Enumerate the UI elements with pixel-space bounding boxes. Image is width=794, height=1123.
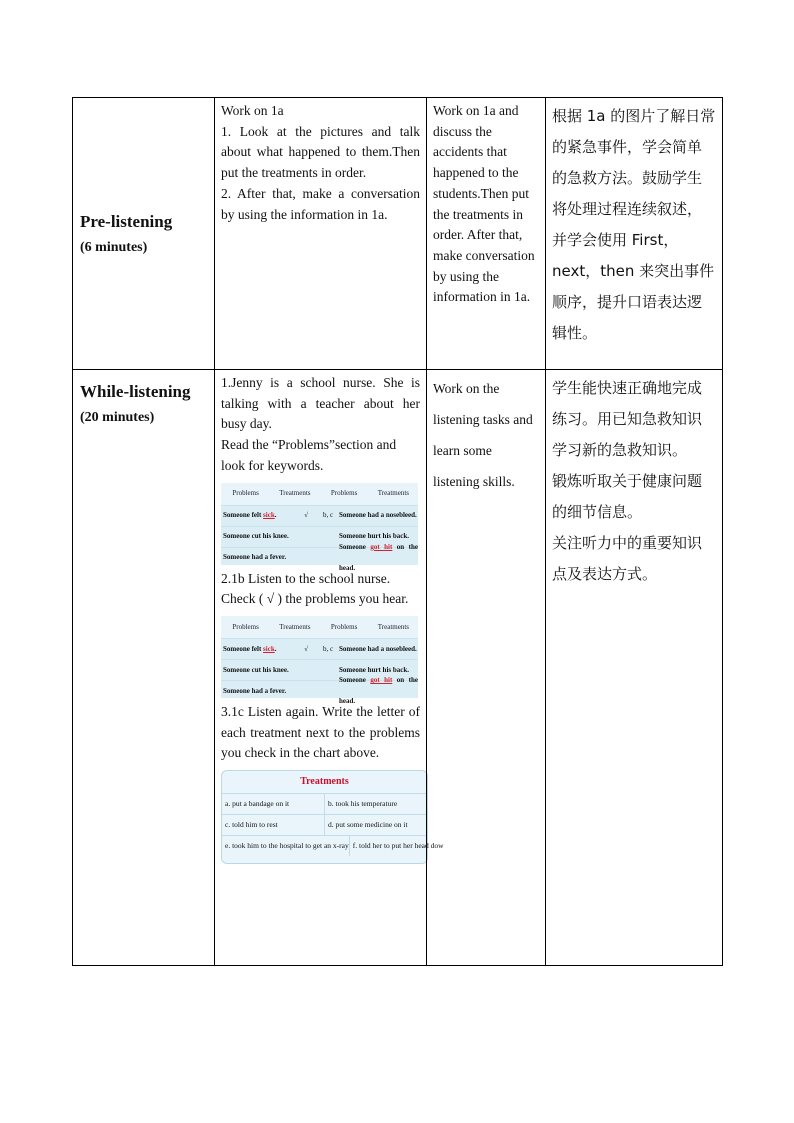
- check-mark: √: [304, 644, 308, 653]
- check-mark: √: [304, 511, 308, 520]
- teacher-line: 3.1c Listen again. Write the letter of each treatment next to the problems you check in the chart above.: [221, 703, 420, 761]
- teacher-line: 1.Jenny is a school nurse. She is talking with a teacher about her busy day.: [221, 375, 420, 432]
- teacher-line: Work on 1a: [221, 103, 284, 118]
- purpose-text: 锻炼听取关于健康问题的细节信息。: [552, 472, 703, 521]
- chart-header: [221, 616, 418, 639]
- purpose-text: 根据 1a 的图片了解日常的紧急事件，学会简单的急救方法。鼓励学生将处理过程连续叙述，并学会使用 First，next，then 来突出事件顺序，提升口语表达逻辑性。: [552, 107, 716, 342]
- treatments-chart-image: [221, 770, 444, 864]
- stage-name: Pre-listening: [80, 211, 173, 231]
- chart-header-cell: Treatments: [279, 622, 311, 631]
- purpose-cell: [546, 98, 723, 370]
- chart-header-cell: Problems: [232, 622, 259, 631]
- chart-header: [221, 483, 418, 506]
- chart-header-cell: Problems: [330, 622, 358, 631]
- chart-row: Someone cut his knee. Someone hurt his back.: [221, 527, 418, 548]
- student-activity-cell: [427, 98, 546, 370]
- student-text: Work on 1a and discuss the accidents that happened to the students.Then put the treatments in order. After that, make conversation by using the information in 1a.: [433, 103, 535, 305]
- treatment-letters: b, c: [322, 644, 334, 653]
- treatment-letters: b, c: [322, 511, 334, 520]
- teacher-line: 2. After that, make a conversation by using the information in 1a.: [221, 185, 420, 222]
- stage-cell: [73, 370, 215, 966]
- chart-row: Someone cut his knee. Someone hurt his back.: [221, 660, 418, 681]
- stage-cell: [73, 98, 215, 370]
- chart-header-cell: Treatments: [279, 489, 311, 498]
- treatments-row: c. told him to rest d. put some medicine on it: [222, 814, 427, 835]
- student-text: Work on the listening tasks and learn some listening skills.: [433, 381, 533, 489]
- treatments-row: a. put a bandage on it b. took his temperature: [222, 793, 427, 814]
- row-pre-listening: [73, 98, 723, 370]
- chart-header-cell: Problems: [232, 489, 259, 498]
- stage-name: While-listening: [80, 382, 191, 401]
- student-activity-cell: [427, 370, 546, 966]
- lesson-plan-table: [72, 97, 723, 966]
- treatments-row: e. took him to the hospital to get an x-ray f. told her to put her head dow: [222, 835, 427, 856]
- teacher-line: Read the “Problems”section and look for keywords.: [221, 437, 397, 473]
- row-while-listening: [73, 370, 723, 966]
- stage-time: (20 minutes): [80, 410, 155, 425]
- chart-row: Someone had a fever. Someone got hit on the head.: [223, 542, 418, 572]
- chart-header-cell: Treatments: [377, 489, 409, 498]
- purpose-text: 关注听力中的重要知识点及表达方式。: [552, 534, 703, 583]
- teacher-activity-cell: [215, 98, 427, 370]
- teacher-line: 1. Look at the pictures and talk about what happened to them.Then put the treatments in order.: [221, 123, 420, 181]
- treatments-title: Treatments: [300, 776, 349, 788]
- chart-header-cell: Problems: [330, 489, 358, 498]
- problems-chart-image: [221, 483, 418, 572]
- problems-chart-image: [221, 616, 418, 705]
- chart-header-cell: Treatments: [377, 622, 409, 631]
- chart-row: Someone felt sick. √ b, c Someone had a nosebleed.: [221, 506, 418, 527]
- chart-row: Someone had a fever. Someone got hit on the head.: [223, 676, 418, 705]
- purpose-text: 学生能快速正确地完成练习。用已知急救知识学习新的急救知识。: [552, 379, 703, 459]
- teacher-line: 2.1b Listen to the school nurse. Check ( √ ) the problems you hear.: [221, 570, 409, 607]
- teacher-activity-cell: [215, 370, 444, 966]
- chart-row: Someone felt sick. √ b, c Someone had a nosebleed.: [221, 639, 418, 660]
- purpose-cell: [546, 370, 723, 966]
- stage-time: (6 minutes): [80, 239, 148, 255]
